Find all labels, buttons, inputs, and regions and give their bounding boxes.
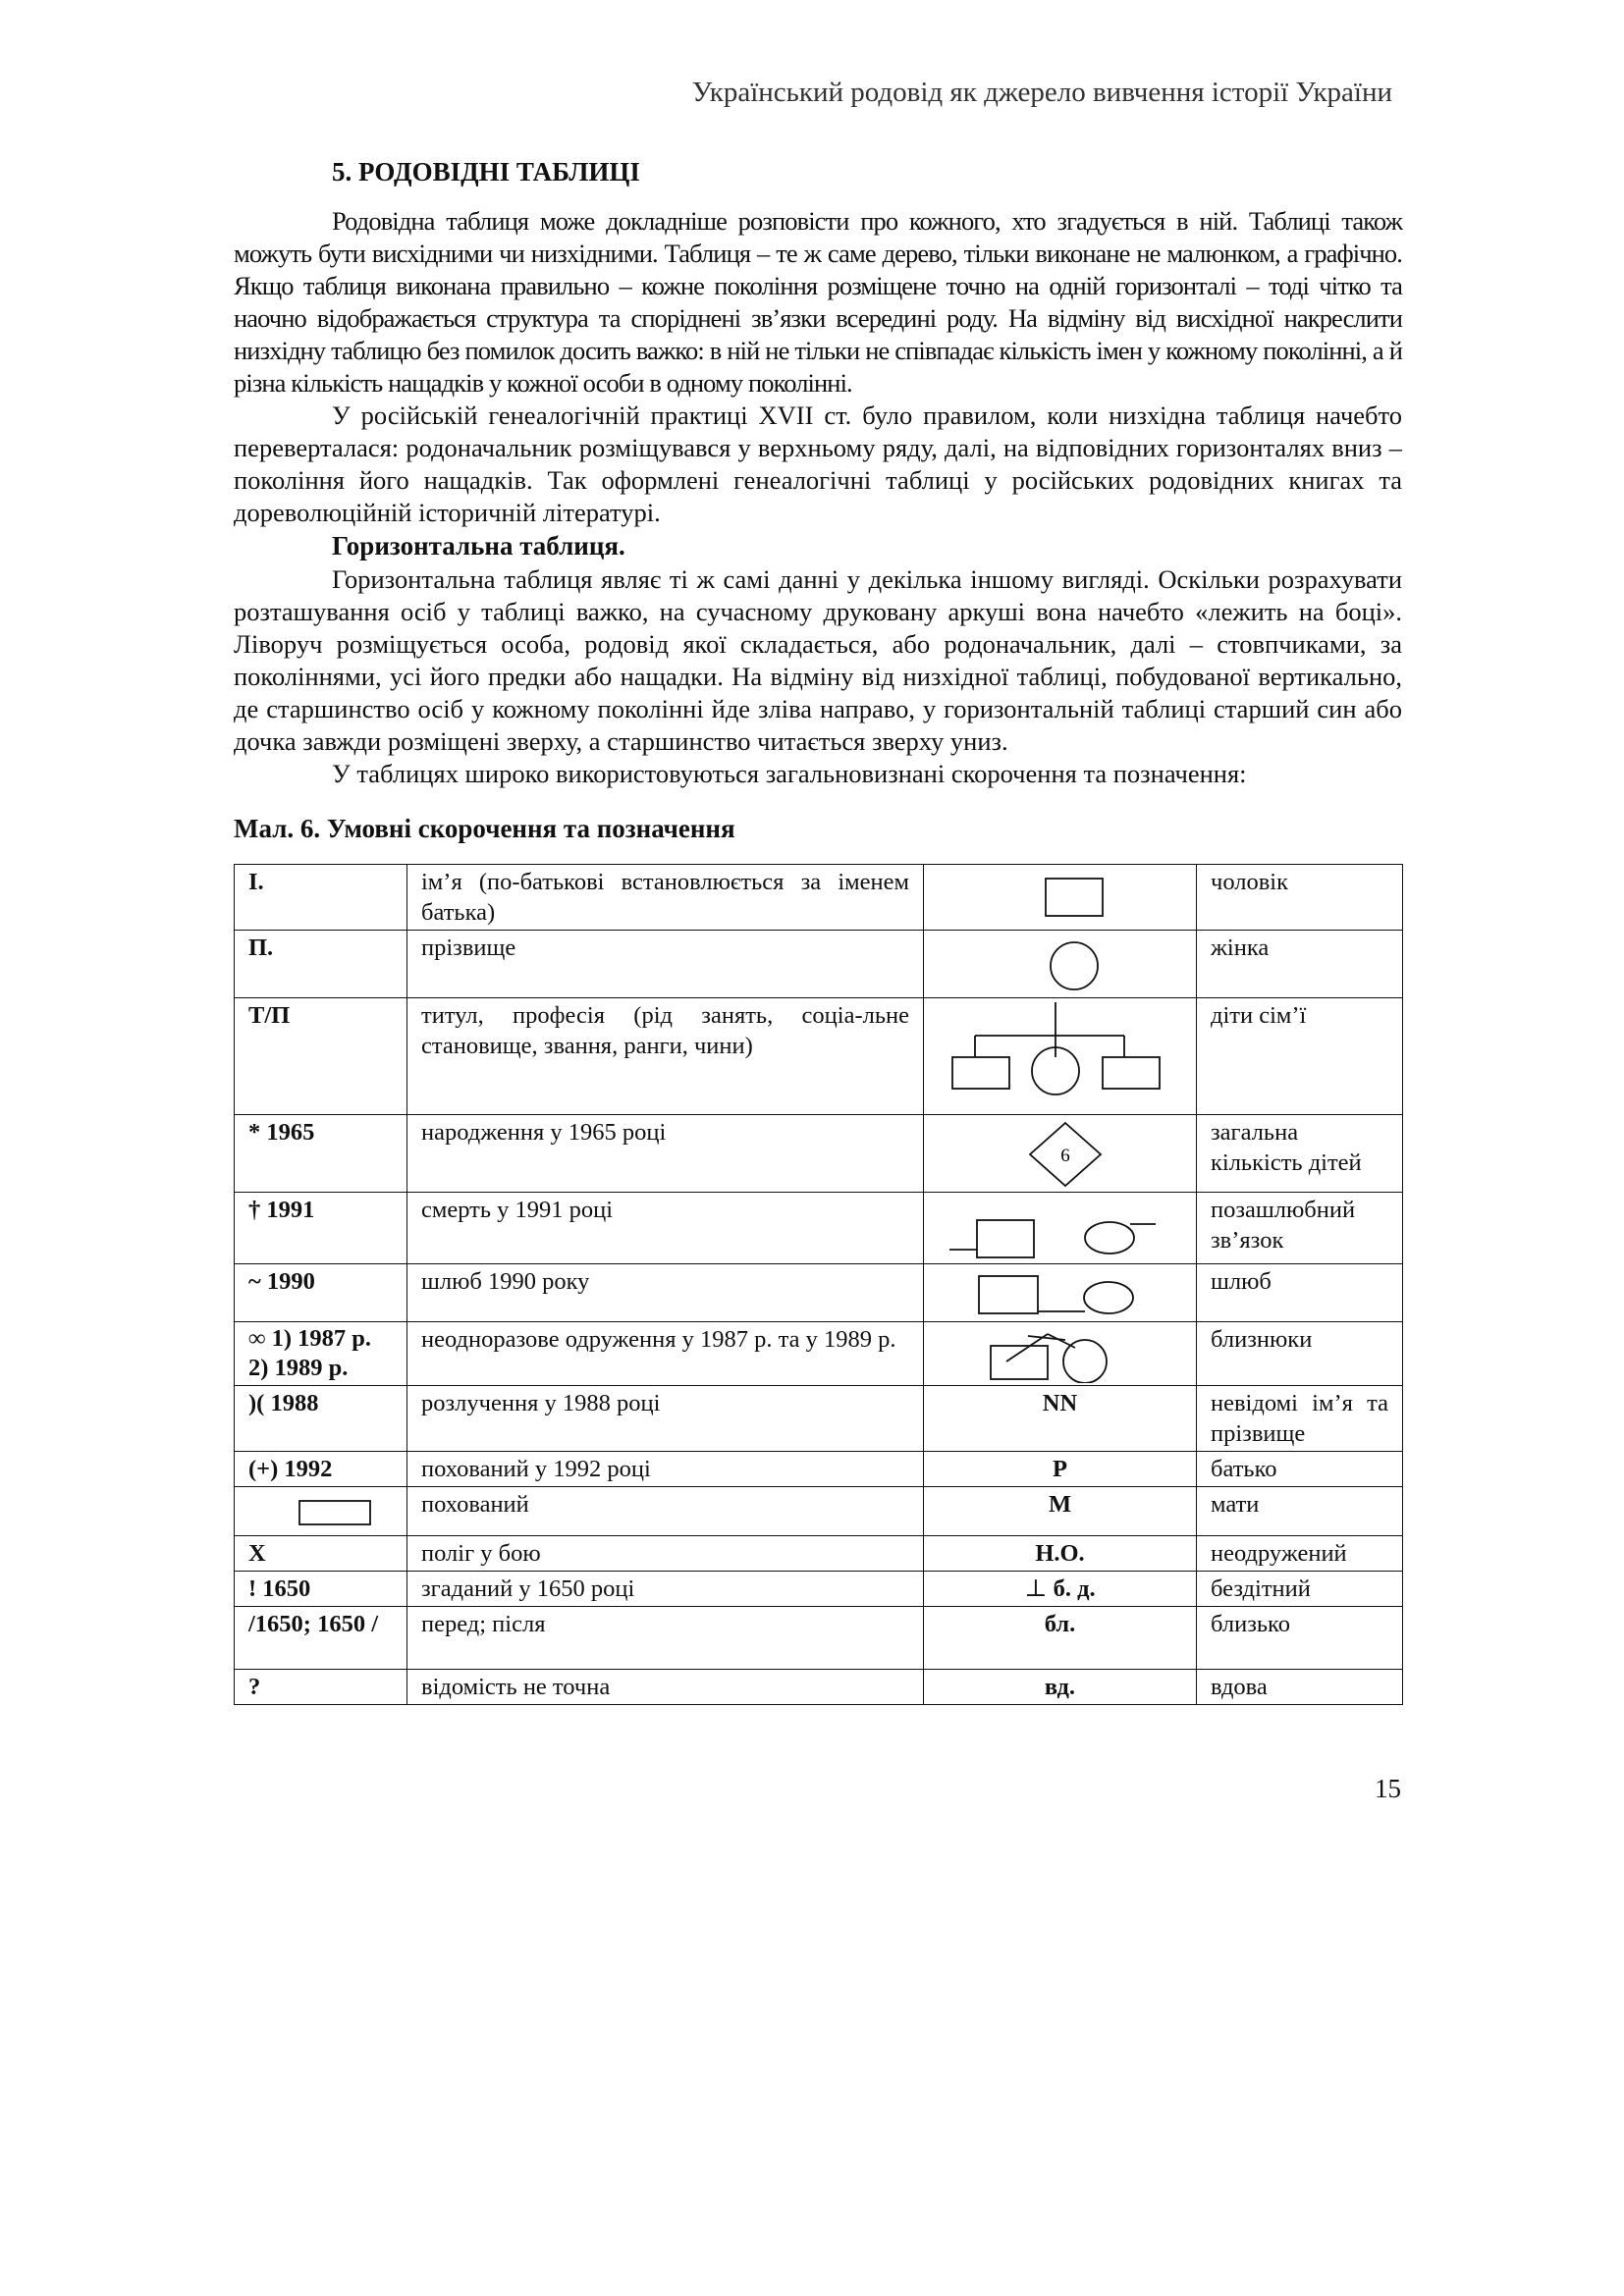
table-row bbox=[235, 1322, 1403, 1386]
table-row bbox=[235, 998, 1403, 1115]
meaning-cell: близнюки bbox=[1197, 1322, 1403, 1386]
abbr-cell: П. bbox=[235, 931, 407, 998]
meaning-cell: невідомі ім’я та прізвище bbox=[1197, 1386, 1403, 1452]
table-row bbox=[235, 931, 1403, 998]
table-row bbox=[235, 1536, 1403, 1572]
meaning-cell: шлюб bbox=[1197, 1264, 1403, 1322]
meaning-cell: позашлюбний зв’язок bbox=[1197, 1193, 1403, 1264]
abbr-cell: Х bbox=[235, 1536, 407, 1572]
paragraph-3: Горизонтальна таблиця являє ті ж самі данні у декілька іншому вигляді. Оскільки розрахувати розташування осіб у таблиці важко, на сучасному друковану аркуші вона начебто «лежить на боці». Ліворуч розміщується особа, родовід якої складається, або родоначальник, далі – стовпчиками, за поколіннями, усі його предки або нащадки. На відміну від низхідної таблиці, побудованої вертикально, де старшинство осіб у кожному поколінні йде зліва направо, у горизонтальній таблиці старший син або дочка завжди розміщені зверху, а старшинство читається зверху униз. bbox=[234, 564, 1402, 756]
meaning-cell: мати bbox=[1197, 1487, 1403, 1536]
symbol-cell bbox=[924, 1115, 1197, 1193]
abbr-cell bbox=[235, 1487, 407, 1536]
table-row bbox=[235, 1607, 1403, 1670]
table-row bbox=[235, 1386, 1403, 1452]
abbr-cell: † 1991 bbox=[235, 1193, 407, 1264]
desc-cell: похований bbox=[407, 1487, 924, 1536]
running-header: Український родовід як джерело вивчення історії України bbox=[691, 77, 1392, 108]
children-tree-icon bbox=[938, 1000, 1211, 1112]
desc-cell: смерть у 1991 році bbox=[407, 1193, 924, 1264]
abbr-cell: /1650; 1650 / bbox=[235, 1607, 407, 1670]
abbr-cell: І. bbox=[235, 865, 407, 931]
symbol-cell: бл. bbox=[924, 1607, 1197, 1670]
table-row bbox=[235, 1670, 1403, 1705]
twins-icon bbox=[938, 1324, 1211, 1383]
abbr-cell: ~ 1990 bbox=[235, 1264, 407, 1322]
symbol-cell bbox=[924, 1322, 1197, 1386]
abbr-cell: Т/П bbox=[235, 998, 407, 1115]
meaning-cell: загальна кількість дітей bbox=[1197, 1115, 1403, 1193]
symbol-cell: Н.О. bbox=[924, 1536, 1197, 1572]
illegitimate-union-icon bbox=[938, 1195, 1211, 1261]
meaning-cell: бездітний bbox=[1197, 1572, 1403, 1607]
circle-icon bbox=[938, 933, 1211, 995]
desc-cell: перед; після bbox=[407, 1607, 924, 1670]
page-content bbox=[234, 157, 1402, 1705]
abbr-cell: ! 1650 bbox=[235, 1572, 407, 1607]
desc-cell: неодноразове одруження у 1987 р. та у 1989 р. bbox=[407, 1322, 924, 1386]
meaning-cell: неодружений bbox=[1197, 1536, 1403, 1572]
meaning-cell: батько bbox=[1197, 1452, 1403, 1487]
abbr-cell: * 1965 bbox=[235, 1115, 407, 1193]
table-row bbox=[235, 1452, 1403, 1487]
desc-cell: титул, професія (рід занять, соціа-льне становище, звання, ранги, чини) bbox=[407, 998, 924, 1115]
table-row bbox=[235, 1264, 1403, 1322]
symbol-cell bbox=[924, 1572, 1197, 1607]
meaning-cell: близько bbox=[1197, 1607, 1403, 1670]
table-row bbox=[235, 1193, 1403, 1264]
symbol-cell bbox=[924, 998, 1197, 1115]
meaning-cell: чоловік bbox=[1197, 865, 1403, 931]
abbr-cell: (+) 1992 bbox=[235, 1452, 407, 1487]
table-row bbox=[235, 1115, 1403, 1193]
desc-cell: розлучення у 1988 році bbox=[407, 1386, 924, 1452]
desc-cell: ім’я (по-батькові встановлюється за іменем батька) bbox=[407, 865, 924, 931]
desc-cell: прізвище bbox=[407, 931, 924, 998]
childless-mark-icon: ⊥ bbox=[1024, 1575, 1048, 1602]
symbol-cell bbox=[924, 1193, 1197, 1264]
desc-cell: похований у 1992 році bbox=[407, 1452, 924, 1487]
paragraph-2: У російській генеалогічній практиці XVII ст. було правилом, коли низхідна таблиця начебто переверталася: родоначальник розміщувався у верхньому ряду, далі, на відповідних горизонталях вниз – покоління його нащадків. Так оформлені генеалогічні таблиці у російських родовідних книгах та дореволюційній історичній літературі. bbox=[234, 400, 1402, 527]
childless-abbr: б. д. bbox=[1053, 1575, 1096, 1602]
desc-cell: народження у 1965 році bbox=[407, 1115, 924, 1193]
symbol-cell bbox=[924, 865, 1197, 931]
abbr-cell: ? bbox=[235, 1670, 407, 1705]
diamond-icon bbox=[938, 1117, 1211, 1190]
abbr-cell: ∞ 1) 1987 р. 2) 1989 р. bbox=[235, 1322, 407, 1386]
desc-cell: відомість не точна bbox=[407, 1670, 924, 1705]
paragraph-1: Родовідна таблиця може докладніше розповісти про кожного, хто згадується в ній. Таблиці також можуть бути висхідними чи низхідними. Таблиця – те ж саме дерево, тільки виконане не малюнком, а графічно. Якщо таблиця виконана правильно – кожне покоління розміщене точно на одній горизонталі – тоді чітко та наочно відображається структура та споріднені зв’язки всередині роду. На відміну від висхідної накреслити низхідну таблицю без помилок досить важко: в ній не тільки не співпадає кількість імен у кожному поколінні, а й різна кількість нащадків у кожної особи в одному поколінні. bbox=[234, 206, 1402, 398]
symbol-cell: Р bbox=[924, 1452, 1197, 1487]
symbol-cell: NN bbox=[924, 1386, 1197, 1452]
symbol-cell bbox=[924, 931, 1197, 998]
figure-caption: Мал. 6. Умовні скорочення та позначення bbox=[234, 814, 735, 843]
symbol-cell: вд. bbox=[924, 1670, 1197, 1705]
abbr-cell: )( 1988 bbox=[235, 1386, 407, 1452]
desc-cell: шлюб 1990 року bbox=[407, 1264, 924, 1322]
legend-table bbox=[234, 864, 1403, 1705]
buried-rect-icon bbox=[248, 1489, 421, 1532]
paragraph-4: У таблицях широко використовуються загальновизнані скорочення та позначення: bbox=[332, 759, 1247, 788]
meaning-cell: жінка bbox=[1197, 931, 1403, 998]
desc-cell: поліг у бою bbox=[407, 1536, 924, 1572]
section-title: 5. РОДОВІДНІ ТАБЛИЦІ bbox=[332, 157, 640, 187]
table-row bbox=[235, 865, 1403, 931]
meaning-cell: вдова bbox=[1197, 1670, 1403, 1705]
rect-icon bbox=[938, 867, 1211, 926]
page-number: 15 bbox=[1375, 1774, 1401, 1803]
table-row bbox=[235, 1572, 1403, 1607]
subheading: Горизонтальна таблиця. bbox=[332, 531, 625, 561]
marriage-icon bbox=[938, 1266, 1211, 1319]
symbol-cell bbox=[924, 1264, 1197, 1322]
symbol-cell: М bbox=[924, 1487, 1197, 1536]
diamond-count: 6 bbox=[1060, 1146, 1070, 1166]
table-row bbox=[235, 1487, 1403, 1536]
desc-cell: згаданий у 1650 році bbox=[407, 1572, 924, 1607]
meaning-cell: діти сім’ї bbox=[1197, 998, 1403, 1115]
